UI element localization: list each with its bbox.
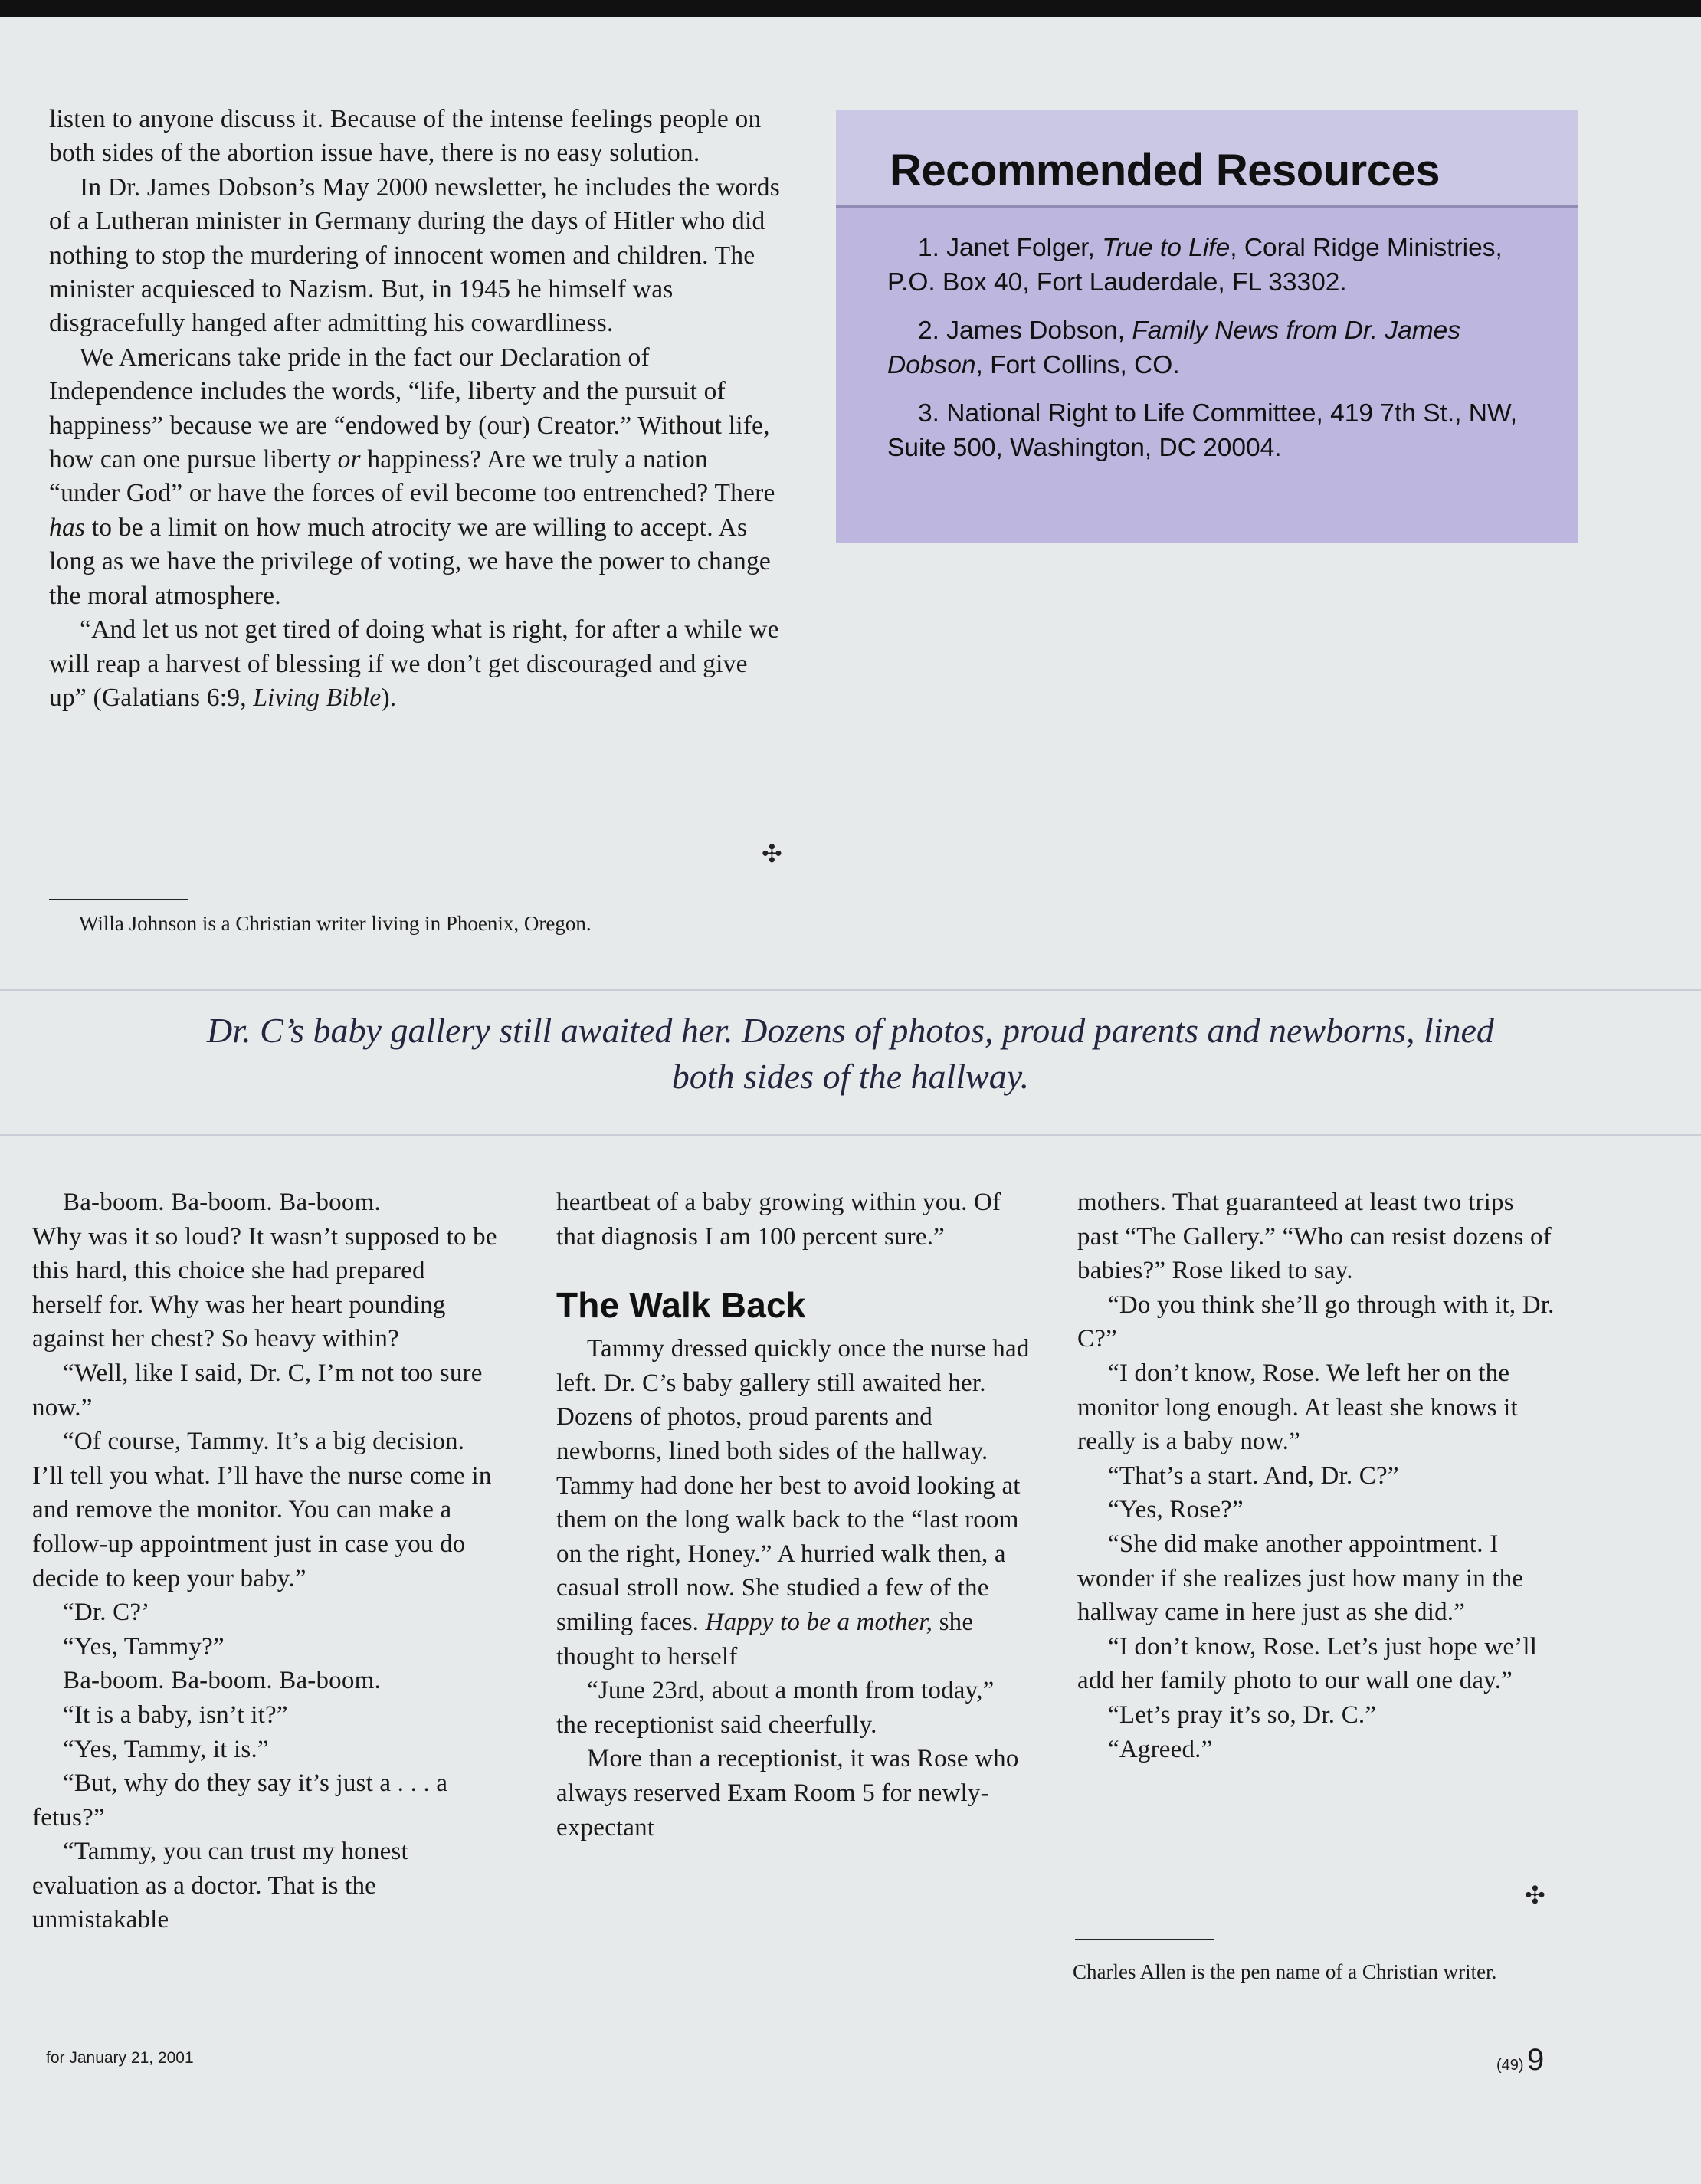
page-folio (1496, 2043, 1544, 2077)
text-paragraph: Why was it so loud? It wasn’t supposed to be this hard, this choice she had prepared herself for. Why was her heart pounding against her chest? So heavy within? (32, 1222, 497, 1353)
text-paragraph: “Let’s pray it’s so, Dr. C.” (1108, 1700, 1377, 1729)
text-paragraph: “She did make another appointment. I wonder if she realizes just how many in the hallway came in here just as she did.” (1077, 1530, 1524, 1627)
resource-item: 2. James Dobson, Family News from Dr. James Dobson, Fort Collins, CO. (887, 316, 1461, 379)
text-paragraph: “Tammy, you can trust my honest evaluation as a doctor. That is the unmistakable (32, 1838, 408, 1934)
recommended-resources-box (836, 110, 1578, 543)
text-paragraph: “I don’t know, Rose. Let’s just hope we’ll add her family photo to our wall one day.” (1077, 1632, 1538, 1695)
author-byline: Willa Johnson is a Christian writer living in Phoenix, Oregon. (79, 912, 592, 935)
text-paragraph: “Yes, Rose?” (1108, 1496, 1244, 1524)
end-mark-icon: ✣ (1525, 1881, 1545, 1910)
resources-list (887, 231, 1554, 479)
text-paragraph: We Americans take pride in the fact our Declaration of Independence includes the words, “life, liberty and the pursuit of happiness” because we are “endowed by (our) Creator.” Without life, how can one pursue liberty or happiness? Are we truly a nation “under God” or have the forces of evil become too entrenched? There has to be a limit on how much atrocity we are willing to accept. As long as we have the privilege of voting, we have the power to change the moral atmosphere. (49, 343, 775, 610)
text-paragraph: Ba-boom. Ba-boom. Ba-boom. (63, 1667, 381, 1695)
text-paragraph: “June 23rd, about a month from today,” the receptionist said cheerfully. (556, 1677, 995, 1739)
resources-heading: Recommended Resources (890, 146, 1440, 195)
story-column-3 (1077, 1185, 1560, 1766)
resource-item: 1. Janet Folger, True to Life, Coral Ridge Ministries, P.O. Box 40, Fort Lauderdale, FL 33302. (887, 234, 1503, 297)
article-ending-column (49, 103, 785, 715)
text-paragraph: More than a receptionist, it was Rose who always reserved Exam Room 5 for newly-expectant (556, 1745, 1019, 1841)
issue-date: for January 21, 2001 (46, 2049, 194, 2067)
byline-rule (49, 899, 188, 900)
text-paragraph: In Dr. James Dobson’s May 2000 newsletter, he includes the words of a Lutheran minister in Germany during the days of Hitler who did nothing to stop the murdering of innocent women and children. The minister acquiesced to Nazism. But, in 1945 he himself was disgracefully hanged after admitting his cowardliness. (49, 172, 780, 338)
ghost-lettering (843, 582, 906, 848)
byline-rule (1075, 1939, 1214, 1940)
column-2-top-text (556, 1185, 1031, 1254)
text-paragraph: “Dr. C?’ (63, 1599, 150, 1627)
pull-quote-bottom-rule (0, 1134, 1701, 1136)
text-paragraph: Ba-boom. Ba-boom. Ba-boom. (63, 1189, 381, 1216)
issue-number: (49) (1496, 2057, 1524, 2074)
text-paragraph: “Of course, Tammy. It’s a big decision. I’ll tell you what. I’ll have the nurse come in and remove the monitor. You can make a follow-up appointment just in case you do decide to keep your baby.” (32, 1428, 492, 1592)
text-paragraph: “It is a baby, isn’t it?” (63, 1700, 288, 1729)
text-paragraph: “Agreed.” (1108, 1735, 1213, 1763)
author-byline: Charles Allen is the pen name of a Christian writer. (1073, 1960, 1497, 1983)
text-paragraph: Tammy dressed quickly once the nurse had left. Dr. C’s baby gallery still awaited her. Dozens of photos, proud parents and newborns, lined both sides of the hallway. Tammy had done her best to avoid looking at them on the long walk back to the “last room on the right, Honey.” A hurried walk then, a casual stroll now. She studied a few of the smiling faces. Happy to be a mother, she thought to herself (556, 1335, 1030, 1671)
column-2-body-text (556, 1332, 1031, 1845)
text-paragraph: “That’s a start. And, Dr. C?” (1108, 1461, 1399, 1490)
story-column-1 (32, 1185, 500, 1937)
text-paragraph: heartbeat of a baby growing within you. Of that diagnosis I am 100 percent sure.” (556, 1189, 1001, 1251)
text-paragraph: “And let us not get tired of doing what is right, for after a while we will reap a harvest of blessing if we don’t get discouraged and give up” (Galatians 6:9, Living Bible). (49, 615, 779, 712)
pull-quote: Dr. C’s baby gallery still awaited her. Dozens of photos, proud parents and newborns, lined both sides of the hallway. (207, 1011, 1494, 1096)
scan-top-edge (0, 0, 1701, 17)
text-paragraph: “Yes, Tammy?” (63, 1632, 225, 1661)
text-paragraph: “Well, like I said, Dr. C, I’m not too sure now.” (32, 1359, 483, 1422)
text-paragraph: “Do you think she’ll go through with it, Dr. C?” (1077, 1290, 1555, 1353)
text-paragraph: listen to anyone discuss it. Because of the intense feelings people on both sides of the abortion issue have, there is no easy solution. (49, 105, 762, 168)
resource-item: 3. National Right to Life Committee, 419 7th St., NW, Suite 500, Washington, DC 20004. (887, 399, 1518, 462)
story-column-2 (556, 1185, 1031, 1845)
end-mark-icon: ✣ (762, 839, 782, 868)
section-subhead: The Walk Back (556, 1285, 806, 1326)
text-paragraph: “I don’t know, Rose. We left her on the monitor long enough. At least she knows it really is a baby now.” (1077, 1359, 1518, 1456)
text-paragraph: mothers. That guaranteed at least two trips past “The Gallery.” “Who can resist dozens of babies?” Rose liked to say. (1077, 1189, 1552, 1285)
text-paragraph: “But, why do they say it’s just a . . . a fetus?” (32, 1769, 448, 1831)
pull-quote-top-rule (0, 989, 1701, 991)
resources-header (836, 110, 1578, 208)
page-number: 9 (1527, 2043, 1545, 2077)
text-paragraph: “Yes, Tammy, it is.” (63, 1735, 269, 1763)
